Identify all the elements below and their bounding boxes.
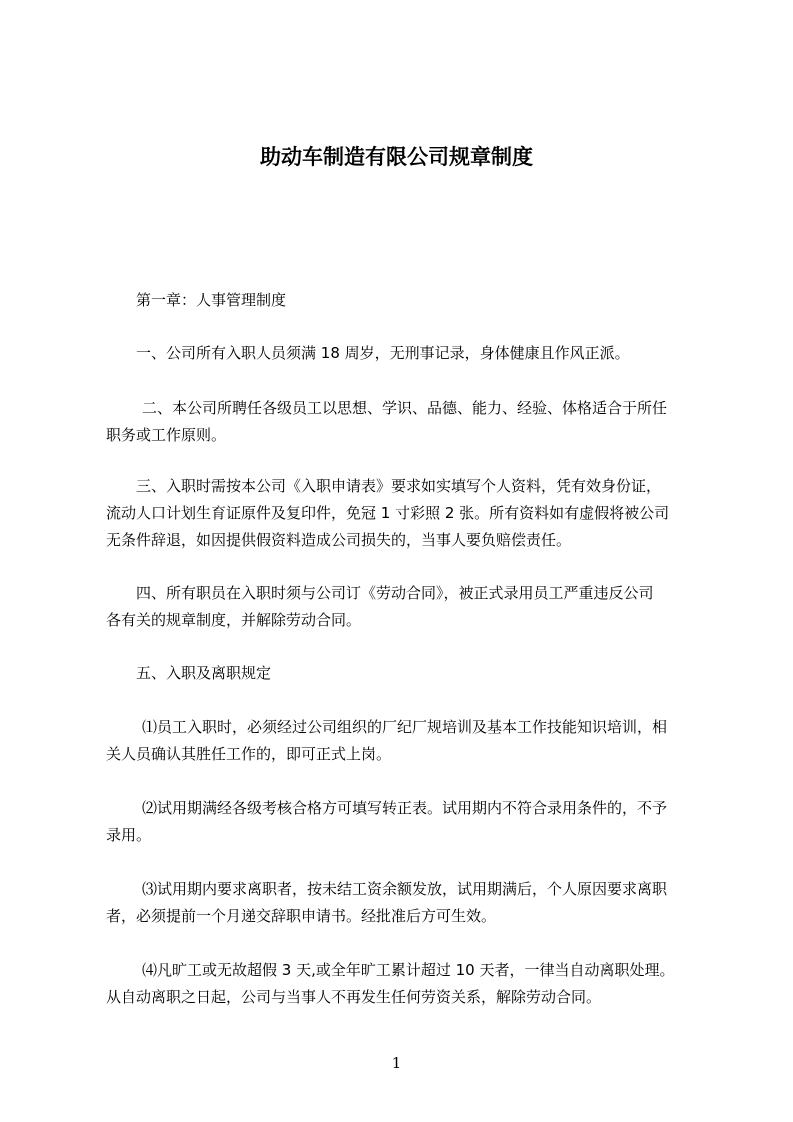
paragraph-line: ⑵试用期满经各级考核合格方可填写转正表。试用期内不符合录用条件的，不予 (142, 799, 668, 817)
paragraph-line: 四、所有职员在入职时须与公司订《劳动合同》，被正式录用员工严重违反公司 (136, 584, 654, 602)
paragraph-line: 二、本公司所聘任各级员工以思想、学识、品德、能力、经验、体格适合于所任 (142, 399, 668, 417)
paragraph-line: 者，必须提前一个月递交辞职申请书。经批准后方可生效。 (106, 907, 497, 925)
paragraph-9 (106, 957, 674, 1011)
paragraph-7 (106, 795, 667, 849)
paragraph-line: 五、入职及离职规定 (136, 664, 272, 682)
paragraph-line: ⑷凡旷工或无故超假 3 天,或全年旷工累计超过 10 天者，一律当自动离职处理。 (142, 961, 675, 979)
paragraph-1 (136, 340, 630, 367)
paragraph-line: 各有关的规章制度，并解除劳动合同。 (106, 611, 362, 629)
paragraph-line: 从自动离职之日起，公司与当事人不再发生任何劳资关系，解除劳动合同。 (106, 988, 602, 1006)
paragraph-4 (106, 580, 654, 634)
paragraph-5 (136, 660, 271, 687)
paragraph-3 (106, 473, 669, 554)
paragraph-2 (106, 395, 667, 449)
paragraph-line: ⑴员工入职时，必须经过公司组织的厂纪厂规培训及基本工作技能知识培训，相 (142, 718, 668, 736)
paragraph-line: 流动人口计划生育证原件及复印件，免冠 1 寸彩照 2 张。所有资料如有虚假将被公司 (106, 504, 670, 522)
document-title: 助动车制造有限公司规章制度 (260, 145, 533, 169)
paragraph-line: 职务或工作原则。 (106, 426, 227, 444)
paragraph-line: 无条件辞退，如因提供假资料造成公司损失的，当事人要负赔偿责任。 (106, 531, 572, 549)
paragraph-8 (106, 876, 667, 930)
paragraph-line: 三、入职时需按本公司《入职申请表》要求如实填写个人资料，凭有效身份证， (136, 477, 662, 495)
paragraph-line: 录用。 (106, 826, 152, 844)
paragraph-line: 关人员确认其胜任工作的，即可正式上岗。 (106, 745, 392, 763)
paragraph-line: 一、公司所有入职人员须满 18 周岁，无刑事记录，身体健康且作风正派。 (136, 344, 630, 362)
paragraph-line: ⑶试用期内要求离职者，按未结工资余额发放，试用期满后，个人原因要求离职 (142, 880, 668, 898)
paragraph-6 (106, 714, 667, 768)
chapter-heading: 第一章：人事管理制度 (136, 291, 287, 309)
page-number: 1 (391, 1054, 402, 1072)
